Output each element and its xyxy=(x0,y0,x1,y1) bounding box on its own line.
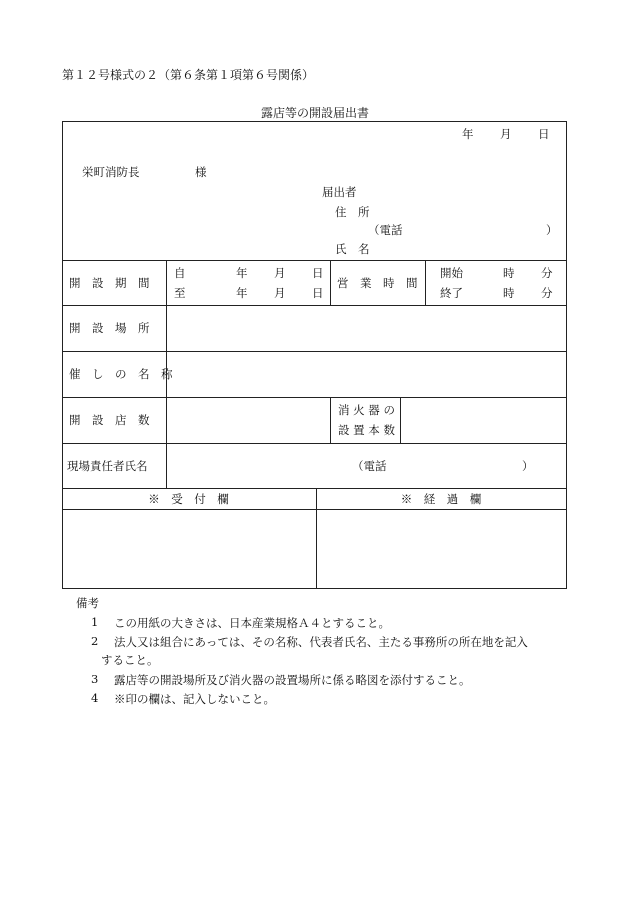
row-divider xyxy=(63,260,566,261)
place-label: 開 設 場 所 xyxy=(69,321,150,335)
progress-header: ※ 経 過 欄 xyxy=(400,492,482,506)
stores-extinguisher-divider xyxy=(330,397,331,443)
manager-label: 現場責任者氏名 xyxy=(67,459,148,473)
manager-phone-close: ） xyxy=(522,459,534,473)
hours-end-hour: 時 xyxy=(503,286,515,300)
stores-label: 開 設 店 数 xyxy=(69,413,150,427)
period-from-day: 日 xyxy=(312,266,324,280)
applicant-label: 届出者 xyxy=(322,185,357,199)
event-name-field[interactable] xyxy=(166,351,566,395)
phone-close: ） xyxy=(546,223,558,237)
extinguisher-label-line1: 消 火 器 の xyxy=(338,403,395,417)
row-divider xyxy=(63,443,566,444)
period-label: 開 設 期 間 xyxy=(69,276,150,290)
date-year: 年 xyxy=(462,127,474,141)
hours-start: 開始 xyxy=(440,266,463,280)
address-label: 住 所 xyxy=(335,205,370,219)
note-text: この用紙の大きさは、日本産業規格Ａ４とすること。 xyxy=(114,616,390,630)
hours-end: 終了 xyxy=(440,286,463,300)
period-from-year: 年 xyxy=(236,266,248,280)
manager-phone-open: （電話 xyxy=(352,459,387,473)
stores-field[interactable] xyxy=(166,397,328,441)
addressee: 栄町消防長 xyxy=(82,165,140,179)
place-field[interactable] xyxy=(166,305,566,349)
hours-value-divider xyxy=(425,260,426,305)
row-divider xyxy=(63,488,566,489)
form-number: 第１２号様式の２（第６条第１項第６号関係） xyxy=(62,68,315,82)
document-title: 露店等の開設届出書 xyxy=(260,106,369,120)
note-number: 4 xyxy=(91,691,99,705)
note-text: 露店等の開設場所及び消火器の設置場所に係る略図を添付すること。 xyxy=(114,673,471,687)
honorific: 様 xyxy=(195,165,207,179)
phone-open: （電話 xyxy=(368,223,403,237)
hours-start-minute: 分 xyxy=(541,266,553,280)
period-to-day: 日 xyxy=(312,286,324,300)
date-day: 日 xyxy=(538,127,550,141)
business-hours-label: 営 業 時 間 xyxy=(337,276,418,290)
extinguisher-field[interactable] xyxy=(400,397,566,441)
note-text-continued: すること。 xyxy=(101,653,159,667)
period-to-month: 月 xyxy=(274,286,286,300)
hours-start-hour: 時 xyxy=(503,266,515,280)
event-name-label: 催 し の 名 称 xyxy=(69,367,173,381)
notes-heading: 備考 xyxy=(76,596,99,610)
period-from: 自 xyxy=(174,266,186,280)
note-number: 1 xyxy=(91,615,99,629)
note-text: ※印の欄は、記入しないこと。 xyxy=(114,692,275,706)
period-hours-divider xyxy=(330,260,331,305)
row-divider xyxy=(63,509,566,510)
extinguisher-label-line2: 設 置 本 数 xyxy=(338,423,395,437)
hours-end-minute: 分 xyxy=(541,286,553,300)
note-number: 2 xyxy=(91,634,99,648)
reception-header: ※ 受 付 欄 xyxy=(148,492,229,506)
period-to-year: 年 xyxy=(236,286,248,300)
name-label: 氏 名 xyxy=(335,242,370,256)
date-month: 月 xyxy=(500,127,512,141)
period-from-month: 月 xyxy=(274,266,286,280)
period-to: 至 xyxy=(174,286,186,300)
note-text: 法人又は組合にあっては、その名称、代表者氏名、主たる事務所の所在地を記入 xyxy=(114,635,528,649)
note-number: 3 xyxy=(91,672,99,686)
